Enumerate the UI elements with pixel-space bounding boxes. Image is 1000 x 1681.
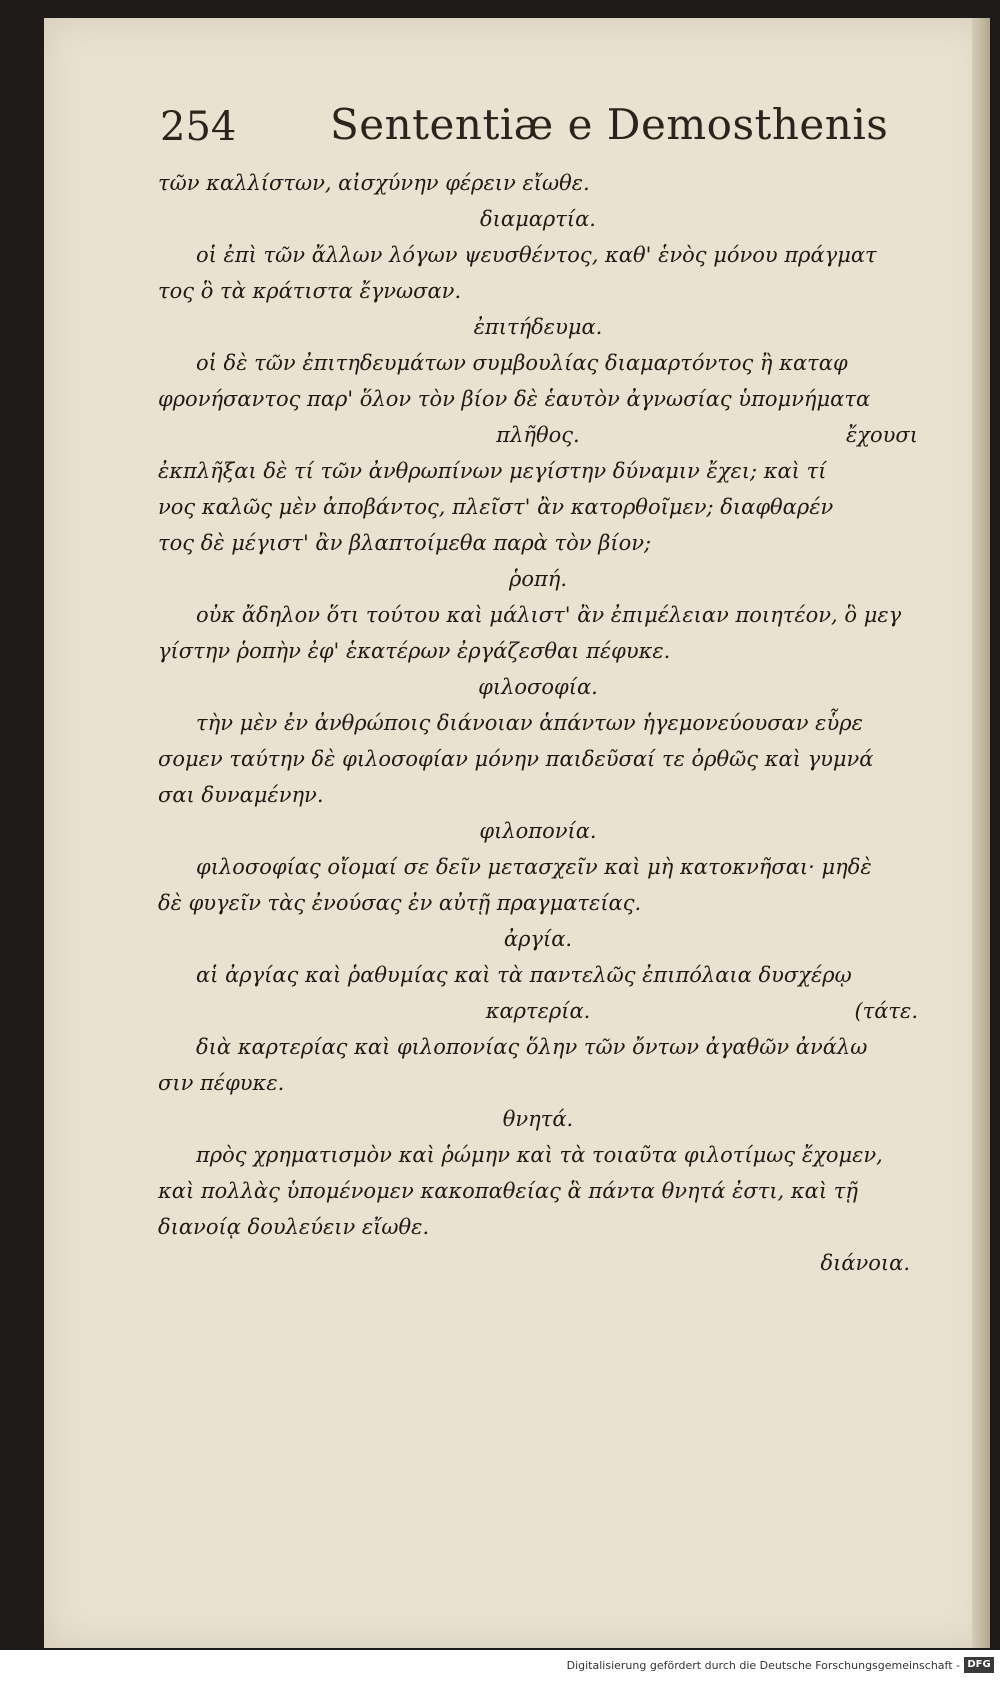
- section-heading: [158, 1101, 918, 1137]
- text-line: [158, 237, 918, 273]
- section-heading: [158, 669, 918, 705]
- line-text: αἱ ἀργίας καὶ ῥαθυμίας καὶ τὰ παντελῶς ἐπιπόλαια δυσχέρῳ: [196, 963, 852, 987]
- line-text: σομεν ταύτην δὲ φιλοσοφίαν μόνην παιδεῦσαί τε ὀρθῶς καὶ γυμνά: [158, 747, 874, 771]
- line-text: νος καλῶς μὲν ἀποβάντος, πλεῖστ' ἂν κατορθοῖμεν; διαφθαρέν: [158, 495, 834, 519]
- line-text: γίστην ῥοπὴν ἐφ' ἑκατέρων ἐργάζεσθαι πέφυκε.: [158, 639, 671, 663]
- catchword: [158, 1245, 918, 1281]
- footer-credit: Digitalisierung gefördert durch die Deutsche Forschungsgemeinschaft -: [566, 1659, 960, 1672]
- text-line: [158, 741, 918, 777]
- line-text: καρτερία.: [485, 999, 591, 1023]
- text-line: [158, 1209, 918, 1245]
- line-text: οἱ δὲ τῶν ἐπιτηδευμάτων συμβουλίας διαμαρτόντος ἢ καταφ: [196, 351, 848, 375]
- line-text: τος δὲ μέγιστ' ἂν βλαπτοίμεθα παρὰ τὸν βίον;: [158, 531, 652, 555]
- line-text: ἀργία.: [503, 927, 573, 951]
- line-tail-text: ἔχουσι: [846, 423, 918, 447]
- line-text: φιλοσοφία.: [478, 675, 598, 699]
- section-heading: [158, 309, 918, 345]
- line-text: τῶν καλλίστων, αἰσχύνην φέρειν εἴωθε.: [158, 171, 590, 195]
- line-text: πλῆθος.: [496, 423, 580, 447]
- page-edge: [972, 18, 990, 1648]
- line-tail-text: (τάτε.: [854, 999, 918, 1023]
- text-line: [158, 273, 918, 309]
- page-body: [158, 165, 918, 1281]
- section-heading: [158, 921, 918, 957]
- running-title: Sententiæ e Demosthenis: [330, 100, 889, 149]
- line-text: δὲ φυγεῖν τὰς ἐνούσας ἐν αὐτῇ πραγματείας.: [158, 891, 642, 915]
- section-heading: [158, 561, 918, 597]
- text-line: [158, 597, 918, 633]
- line-text: σιν πέφυκε.: [158, 1071, 285, 1095]
- text-line: [158, 165, 918, 201]
- text-line: [158, 1173, 918, 1209]
- section-heading: [158, 417, 918, 453]
- line-text: καὶ πολλὰς ὑπομένομεν κακοπαθείας ἃ πάντα θνητά ἐστι, καὶ τῇ: [158, 1179, 858, 1203]
- line-text: φιλοσοφίας οἴομαί σε δεῖν μετασχεῖν καὶ μὴ κατοκνῆσαι· μηδὲ: [196, 855, 872, 879]
- line-text: οὐκ ἄδηλον ὅτι τούτου καὶ μάλιστ' ἂν ἐπιμέλειαν ποιητέον, ὃ μεγ: [196, 603, 902, 627]
- text-line: [158, 885, 918, 921]
- line-text: ῥοπή.: [508, 567, 568, 591]
- line-text: οἱ ἐπὶ τῶν ἄλλων λόγων ψευσθέντος, καθ' ἑνὸς μόνου πράγματ: [196, 243, 877, 267]
- line-text: διαμαρτία.: [480, 207, 596, 231]
- line-text: διάνοια.: [820, 1251, 910, 1275]
- line-text: διὰ καρτερίας καὶ φιλοπονίας ὅλην τῶν ὄντων ἀγαθῶν ἀνάλω: [196, 1035, 868, 1059]
- text-line: [158, 633, 918, 669]
- text-line: [158, 525, 918, 561]
- line-text: σαι δυναμένην.: [158, 783, 324, 807]
- line-text: πρὸς χρηματισμὸν καὶ ῥώμην καὶ τὰ τοιαῦτα φιλοτίμως ἔχομεν,: [196, 1143, 883, 1167]
- text-line: [158, 777, 918, 813]
- digitization-footer: [0, 1650, 1000, 1681]
- text-line: [158, 345, 918, 381]
- text-line: [158, 381, 918, 417]
- text-line: [158, 957, 918, 993]
- line-text: τος ὃ τὰ κράτιστα ἔγνωσαν.: [158, 279, 462, 303]
- text-line: [158, 1065, 918, 1101]
- text-line: [158, 705, 918, 741]
- line-text: ἐπιτήδευμα.: [473, 315, 603, 339]
- page-number: 254: [160, 104, 237, 150]
- dfg-logo-icon: DFG: [964, 1657, 994, 1673]
- line-text: φιλοπονία.: [479, 819, 597, 843]
- text-line: [158, 1029, 918, 1065]
- line-text: φρονήσαντος παρ' ὅλον τὸν βίον δὲ ἑαυτὸν ἀγνωσίας ὑπομνήματα: [158, 387, 871, 411]
- text-line: [158, 849, 918, 885]
- line-text: διανοίᾳ δουλεύειν εἴωθε.: [158, 1215, 430, 1239]
- section-heading: [158, 813, 918, 849]
- page-header: [160, 88, 889, 158]
- line-text: ἐκπλῆξαι δὲ τί τῶν ἀνθρωπίνων μεγίστην δύναμιν ἔχει; καὶ τί: [158, 459, 827, 483]
- text-line: [158, 1137, 918, 1173]
- line-text: θνητά.: [502, 1107, 574, 1131]
- text-line: [158, 453, 918, 489]
- line-text: τὴν μὲν ἐν ἀνθρώποις διάνοιαν ἁπάντων ἡγεμονεύουσαν εὗρε: [196, 711, 863, 735]
- text-line: [158, 489, 918, 525]
- section-heading: [158, 201, 918, 237]
- section-heading: [158, 993, 918, 1029]
